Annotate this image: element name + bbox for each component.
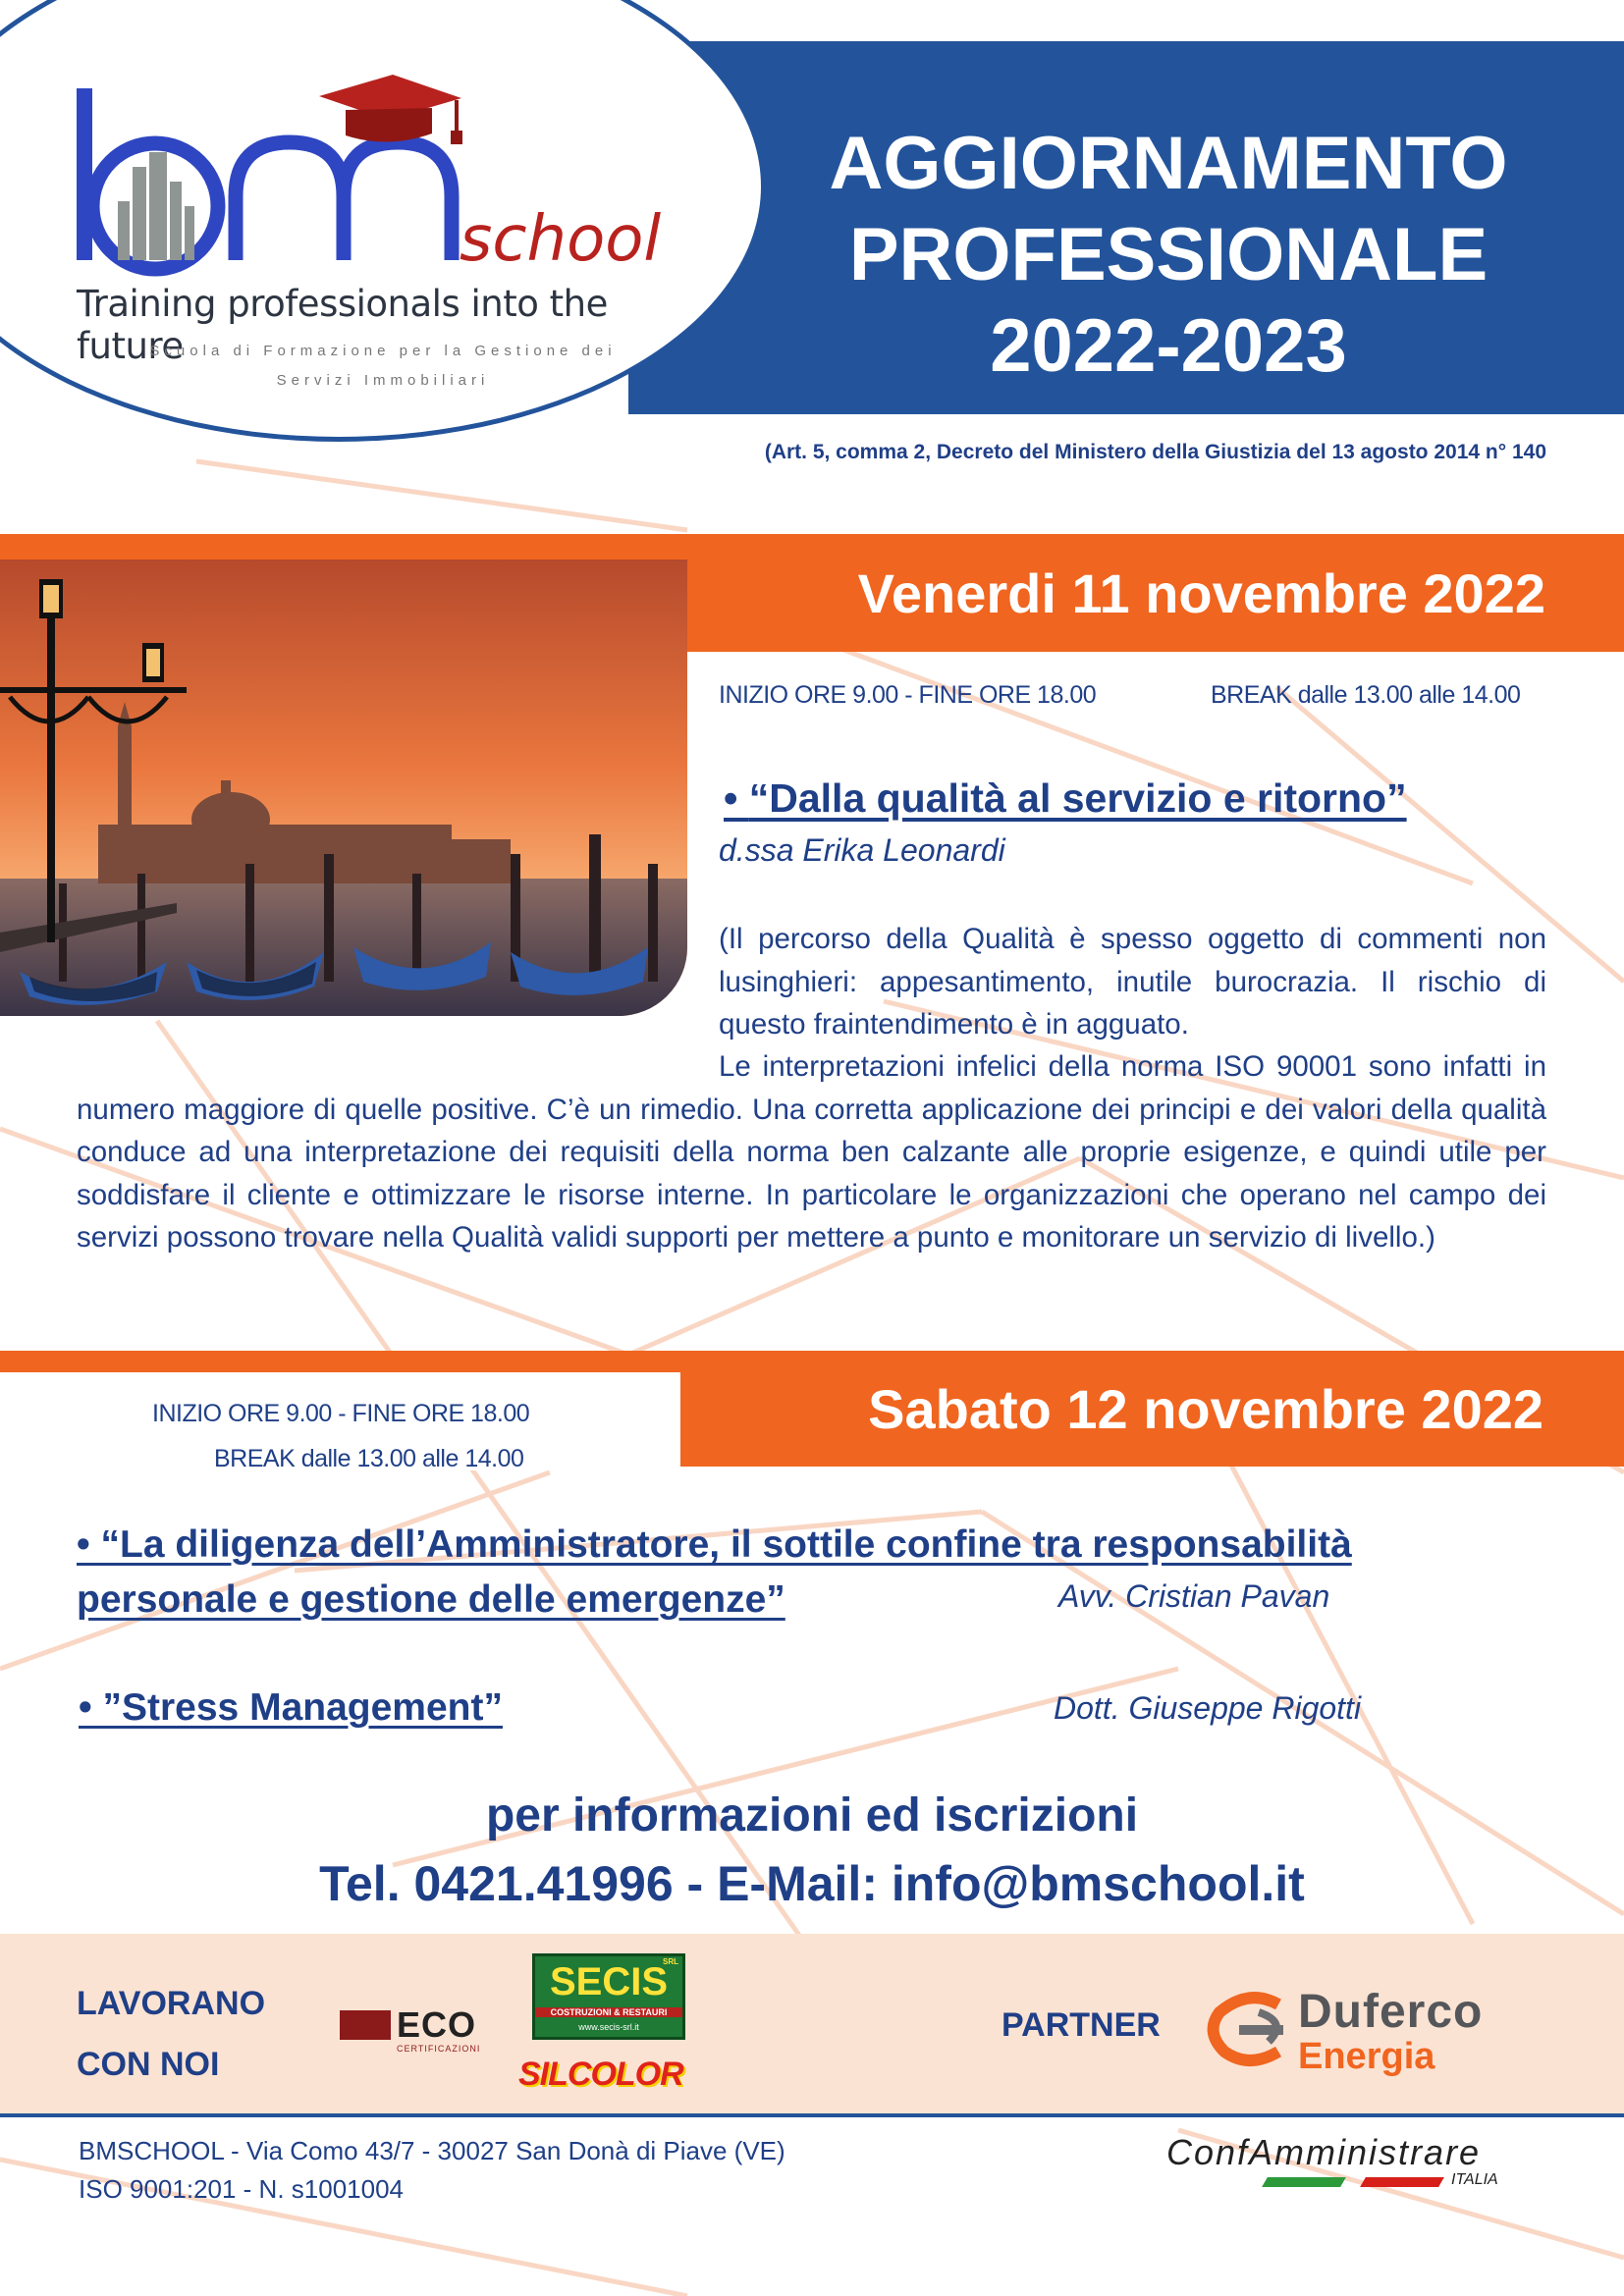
bmschool-logo	[39, 59, 687, 294]
day2-break: BREAK dalle 13.00 alle 14.00	[214, 1445, 524, 1472]
day2-start-end: INIZIO ORE 9.00 - FINE ORE 18.00	[152, 1400, 530, 1427]
day2-date: Sabato 12 novembre 2022	[868, 1377, 1543, 1440]
venice-photo	[0, 560, 687, 1016]
day1-talk-title: “Dalla qualità al servizio e ritorno”	[748, 775, 1407, 821]
duferco-logo-text: Duferco	[1298, 1986, 1484, 2038]
logo-subtagline-line1: Scuola di Formazione per la Gestione dei	[149, 343, 617, 359]
graduation-cap-icon	[319, 75, 462, 144]
day1-description-part1: (Il percorso della Qualità è spesso oggetto di commenti non lusinghieri: appesantimento, inutile burocrazia. Il rischio di questo fraintendimento è in agguato.	[719, 923, 1546, 1041]
duferco-energia-logo	[1200, 1983, 1543, 2081]
logo-tagline: Training professionals into the future	[77, 283, 608, 367]
day1-date: Venerdi 11 novembre 2022	[857, 561, 1545, 624]
bullet-icon: •	[79, 1686, 103, 1729]
contact-phone-email[interactable]: Tel. 0421.41996 - E-Mail: info@bmschool.it	[319, 1856, 1305, 1911]
day2-talk1-line1: “La diligenza dell’Amministratore, il sottile confine tra responsabilità	[100, 1523, 1352, 1566]
footer-address-block	[79, 2132, 785, 2209]
day2-talk2	[79, 1686, 503, 1730]
eco-logo-subtext: CERTIFICAZIONI	[397, 2044, 481, 2054]
day2-talk2-speaker: Dott. Giuseppe Rigotti	[1054, 1690, 1362, 1726]
day1-break: BREAK dalle 13.00 alle 14.00	[1211, 681, 1521, 709]
bullet-icon: •	[77, 1523, 101, 1566]
duferco-energia-text: Energia	[1298, 2036, 1435, 2077]
secis-logo-text: SECIS	[549, 1960, 669, 2003]
work-with-us-label	[77, 1973, 265, 2095]
decree-reference: (Art. 5, comma 2, Decreto del Ministero della Giustizia del 13 agosto 2014 n° 140	[764, 441, 1546, 463]
secis-logo-url: www.secis-srl.it	[578, 2022, 639, 2032]
logo-school-word: school	[460, 203, 662, 276]
eco-logo-text: ECO	[397, 2004, 477, 2045]
secis-logo-subtext: COSTRUZIONI & RESTAURI	[535, 2007, 682, 2017]
day2-talk2-title: ”Stress Management”	[102, 1686, 503, 1729]
page-title-line2: PROFESSIONALE	[848, 213, 1489, 296]
day1-start-end: INIZIO ORE 9.00 - FINE ORE 18.00	[719, 681, 1097, 709]
footer-iso: ISO 9001:201 - N. s1001004	[79, 2174, 405, 2204]
bullet-icon: •	[724, 775, 749, 821]
day1-speaker: d.ssa Erika Leonardi	[719, 832, 1005, 868]
day2-talk1-speaker: Avv. Cristian Pavan	[1058, 1578, 1330, 1614]
day1-talk	[724, 775, 1407, 822]
confamministrare-logo	[1166, 2132, 1559, 2201]
secis-logo	[532, 1953, 685, 2040]
page-title	[746, 118, 1591, 392]
contact-info-heading: per informazioni ed iscrizioni	[485, 1789, 1139, 1842]
duferco-swirl-icon	[1200, 1983, 1298, 2081]
day1-date-banner	[687, 534, 1624, 652]
silcolor-logo: SILCOLOR	[518, 2056, 683, 2093]
work-with-us-line2: CON NOI	[77, 2046, 220, 2083]
logo-subtagline-line2: Servizi Immobiliari	[276, 372, 490, 389]
page-title-line3: 2022-2023	[990, 304, 1347, 388]
logo-subtagline	[79, 337, 687, 396]
secis-srl-text: SRL	[663, 1957, 678, 1966]
page-title-line1: AGGIORNAMENTO	[829, 122, 1508, 205]
work-with-us-line1: LAVORANO	[77, 1985, 266, 2022]
confamministrare-italia: ITALIA	[1451, 2171, 1498, 2188]
footer-divider	[0, 2113, 1624, 2117]
day2-date-banner	[680, 1351, 1624, 1467]
day2-talk1-line2: personale e gestione delle emergenze”	[77, 1578, 785, 1621]
eco-certificazioni-logo	[340, 2002, 495, 2057]
confamministrare-text-a: Conf	[1166, 2132, 1250, 2172]
confamministrare-text-b: Amministrare	[1249, 2132, 1482, 2172]
footer-address: BMSCHOOL - Via Como 43/7 - 30027 San Donà di Piave (VE)	[79, 2136, 785, 2165]
day1-description-part2: Le interpretazioni infelici della norma ISO 90001 sono infatti in numero maggiore di quelle positive. C’è un rimedio. Una corretta applicazione dei principi e dei valori della qualità conduce ad una interpretazione dei requisiti della norma ben calzante alle proprie esigenze, e quindi utile per soddisfare il cliente e ottimizzare le risorse interne. In particolare le organizzazioni che operano nel campo dei servizi possono trovare nella Qualità validi supporti per mettere a punto e monitorare un servizio di livello.)	[77, 1050, 1546, 1254]
partner-label: PARTNER	[1001, 2006, 1161, 2044]
confamministrare-text	[1166, 2132, 1481, 2173]
